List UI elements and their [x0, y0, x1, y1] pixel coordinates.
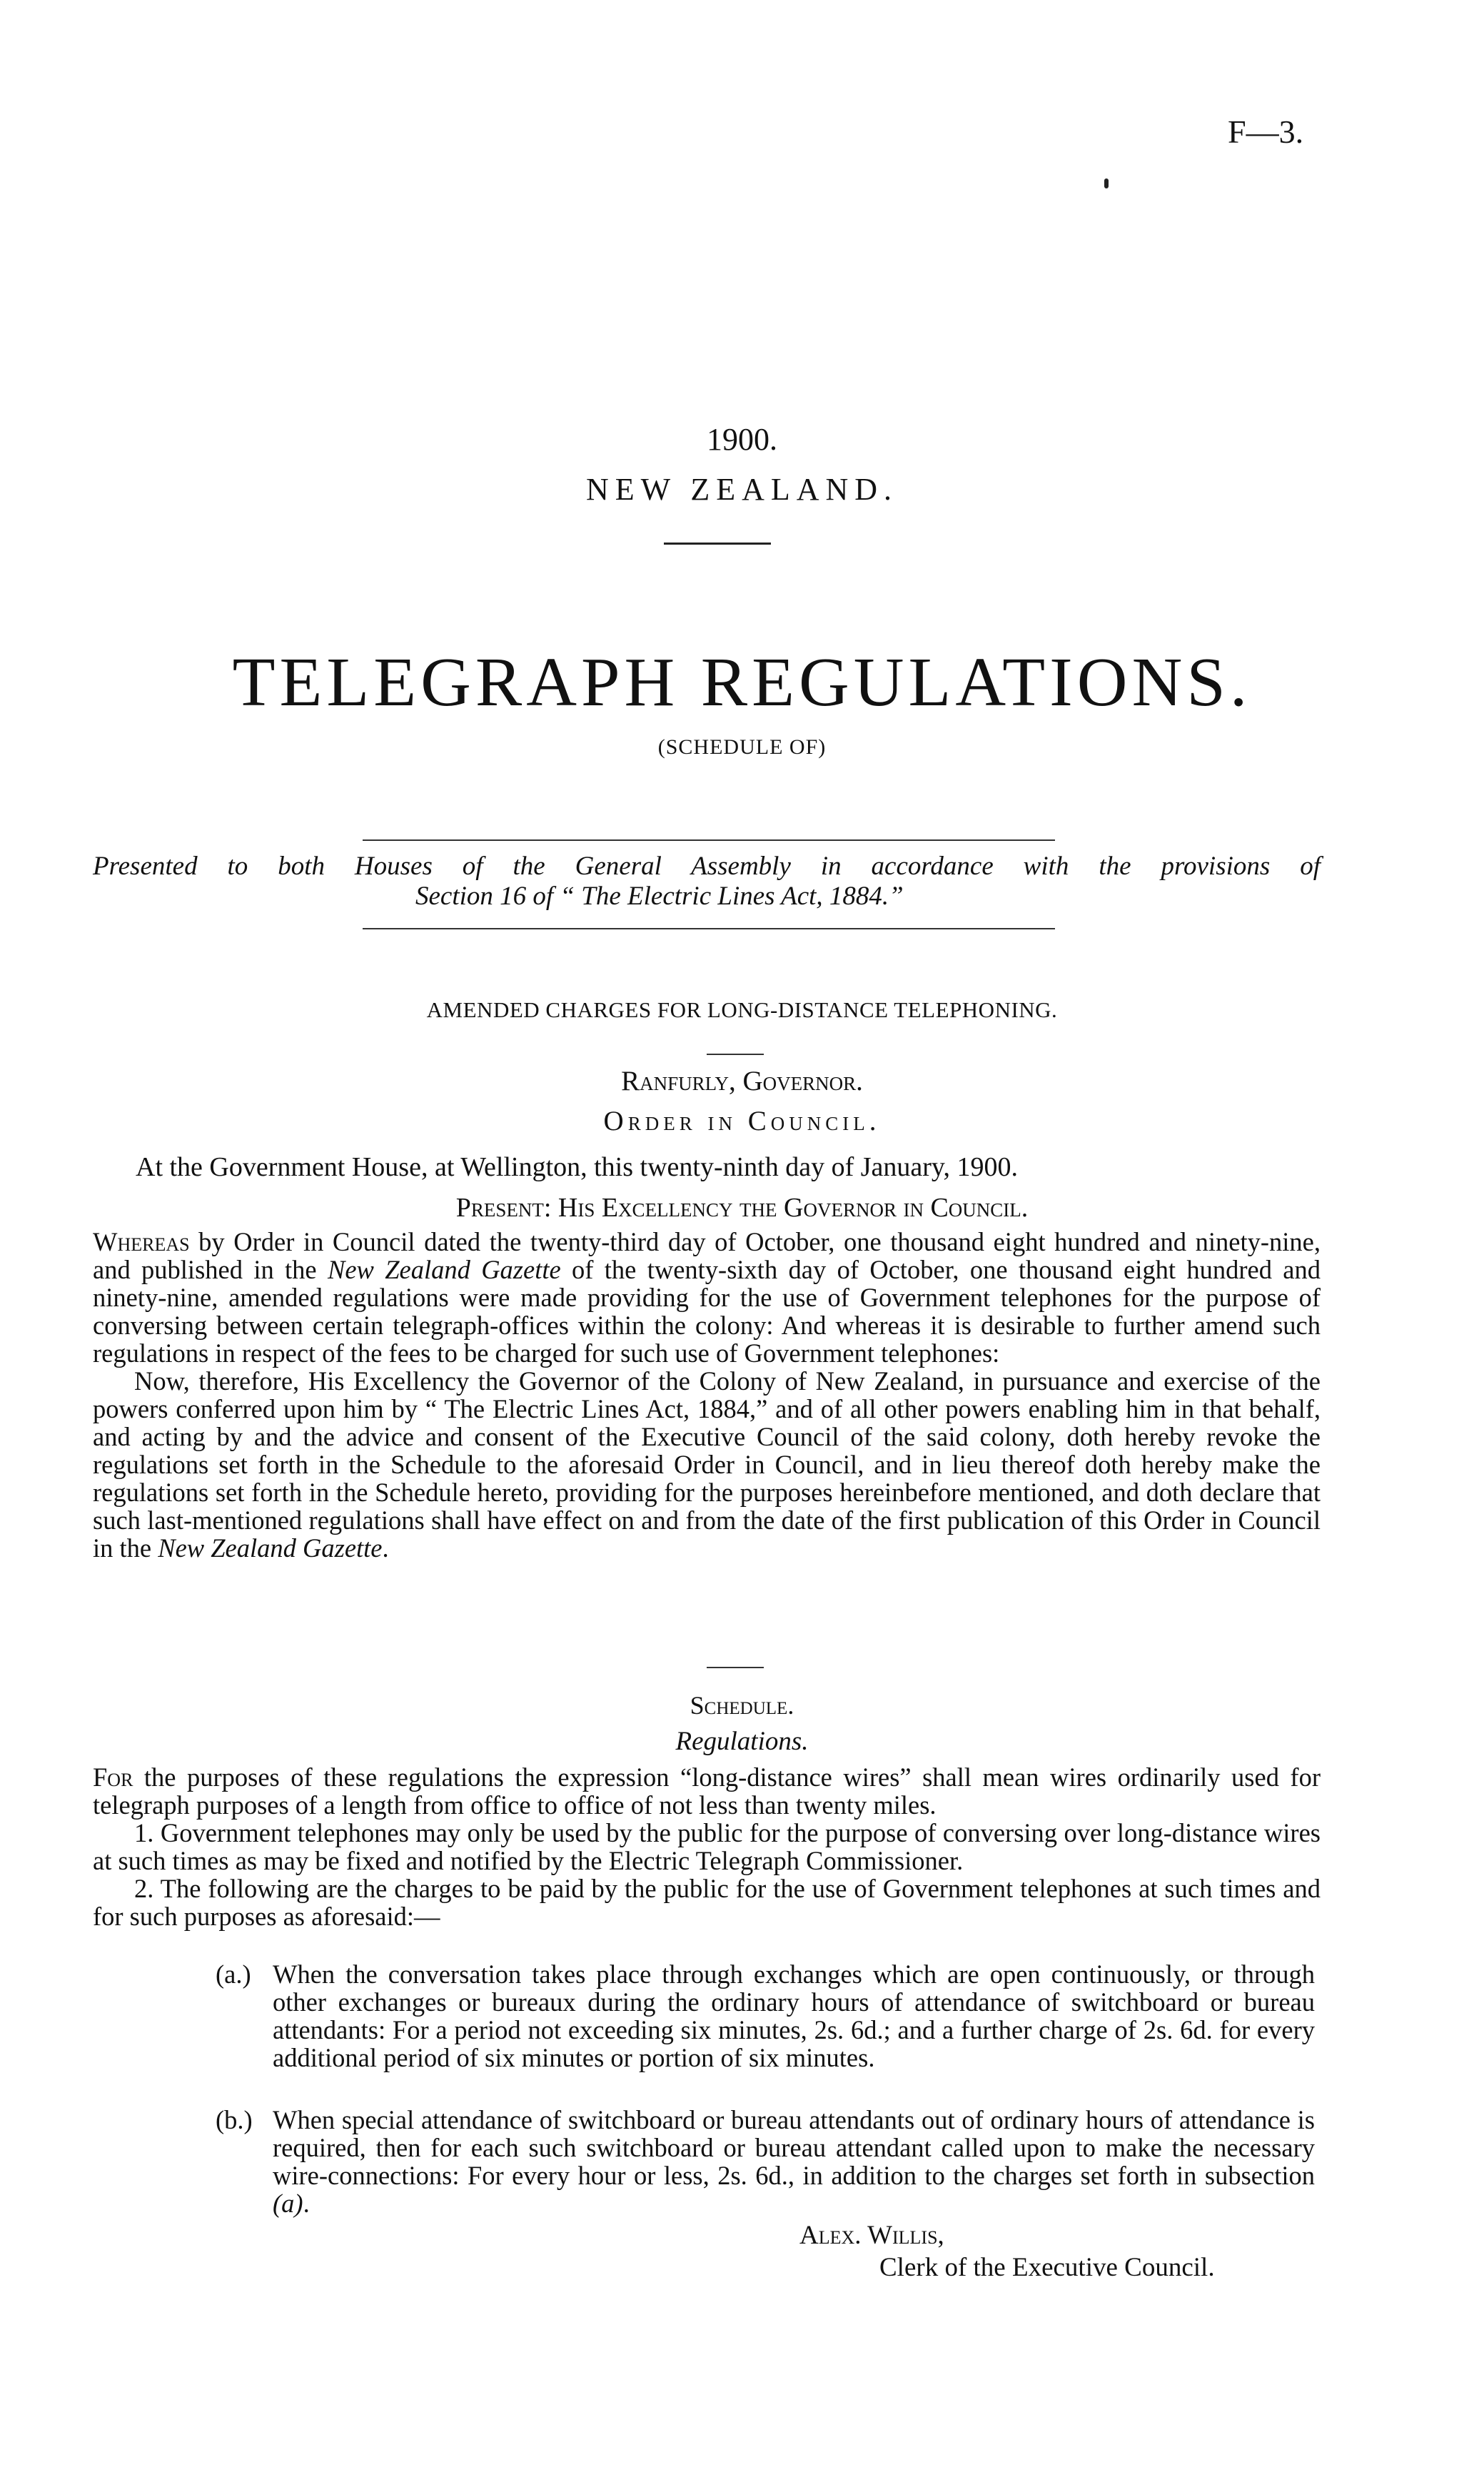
order-title: Order in Council. — [603, 1106, 881, 1136]
schedule-subheading: Regulations. — [675, 1727, 809, 1756]
presented-rule-bottom — [363, 928, 1055, 929]
subsection-a — [216, 1959, 1315, 2072]
clerk-name: Alex. Willis, — [799, 2221, 944, 2250]
subsection-b — [216, 2105, 1315, 2218]
clerk-role: Clerk of the Executive Council. — [879, 2253, 1215, 2282]
document-subtitle: (SCHEDULE OF) — [657, 735, 827, 759]
ink-mark — [1104, 178, 1109, 188]
whereas-lead: Whereas — [93, 1227, 190, 1256]
for-text: the purposes of these regulations the expression “long-distance wires” shall mean wires ordinarily used for telegraph purposes of a length from office to office of not less than twenty miles. — [93, 1762, 1321, 1820]
order-body — [93, 1228, 1321, 1562]
now-gazette-title: New Zealand Gazette — [158, 1533, 383, 1563]
present-line: Present: His Excellency the Governor in Council. — [455, 1193, 1029, 1223]
subsection-b-end: . — [303, 2189, 310, 2218]
regulation-1: 1. Government telephones may only be used by the public for the purpose of conversing over long-distance wires at such times as may be fixed and notified by the Electric Telegraph Commissioner. — [93, 1818, 1321, 1875]
order-heading-rule — [707, 1054, 764, 1055]
title-rule-1 — [664, 543, 771, 545]
whereas-paragraph — [93, 1228, 1321, 1367]
year: 1900. — [707, 422, 777, 457]
page-reference: F—3. — [1228, 113, 1304, 150]
subsection-a-label: (a.) — [216, 1959, 251, 1989]
place-line: At the Government House, at Wellington, this twenty-ninth day of January, 1900. — [136, 1152, 1018, 1182]
subsection-b-label: (b.) — [216, 2105, 253, 2134]
country: NEW ZEALAND. — [585, 472, 899, 507]
now-end: . — [382, 1533, 389, 1563]
gazette-title: New Zealand Gazette — [327, 1255, 561, 1284]
now-text: Now, therefore, His Excellency the Governor of the Colony of New Zealand, in pursuance and exercise of the powers conferred upon him by “ The Electric Lines Act, 1884,” and of all other powers enabling him in that behalf, and acting by and the advice and consent of the Executive Council of the said colony, doth hereby revoke the regulations set forth in the Schedule to the aforesaid Order in Council, and in lieu thereof doth hereby make the regulations set forth in the Schedule hereto, providing for the purposes hereinbefore mentioned, and doth declare that such last-mentioned regulations shall have effect on and from the date of the first publication of this Order in Council in the — [93, 1366, 1321, 1563]
schedule-heading: Schedule. — [690, 1691, 794, 1720]
schedule-body — [93, 1763, 1321, 1930]
definition-paragraph — [93, 1763, 1321, 1819]
subsection-b-text: When special attendance of switchboard or bureau attendants out of ordinary hours of attendance is required, then for each such switchboard or bureau attendant called upon to make the necessary wire-connections: For every hour or less, 2s. 6d., in addition to the charges set forth in subsection — [273, 2105, 1315, 2190]
whereas-text-1: by Order in Council dated the twenty-third day of October, one thousand eight hundred and ninety-nine, and published in the — [93, 1227, 1321, 1284]
subsection-a-text: When the conversation takes place through exchanges which are open continuously, or through other exchanges or bureaux during the ordinary hours of attendance of switchboard or bureau attendants: For a period not exceeding six minutes, 2s. 6d.; and a further charge of 2s. 6d. for every additional period of six minutes or portion of six minutes. — [273, 1959, 1315, 2072]
presented-rule-top — [363, 839, 1055, 841]
schedule-rule — [707, 1667, 764, 1668]
order-heading: AMENDED CHARGES FOR LONG-DISTANCE TELEPHONING. — [426, 997, 1058, 1022]
for-lead: For — [93, 1762, 133, 1792]
governor-signature: Ranfurly, Governor. — [621, 1066, 863, 1096]
subsection-b-ref: (a) — [273, 2189, 303, 2218]
document-title: TELEGRAPH REGULATIONS. — [232, 644, 1252, 721]
regulation-2: 2. The following are the charges to be paid by the public for the use of Government telephones at such times and for such purposes as aforesaid:— — [93, 1874, 1321, 1931]
presented-line-1: Presented to both Houses of the General Assembly in accordance with the provisions of — [93, 852, 1321, 881]
now-paragraph — [93, 1367, 1321, 1562]
presented-line-2: Section 16 of “ The Electric Lines Act, 1884.” — [415, 882, 904, 911]
whereas-text-2: of the twenty-sixth day of October, one thousand eight hundred and ninety-nine, amended regulations were made providing for the use of Government telephones for the purpose of conversing between certain telegraph-offices within the colony: And whereas it is desirable to further amend such regulations in respect of the fees to be charged for such use of Government telephones: — [93, 1255, 1321, 1368]
